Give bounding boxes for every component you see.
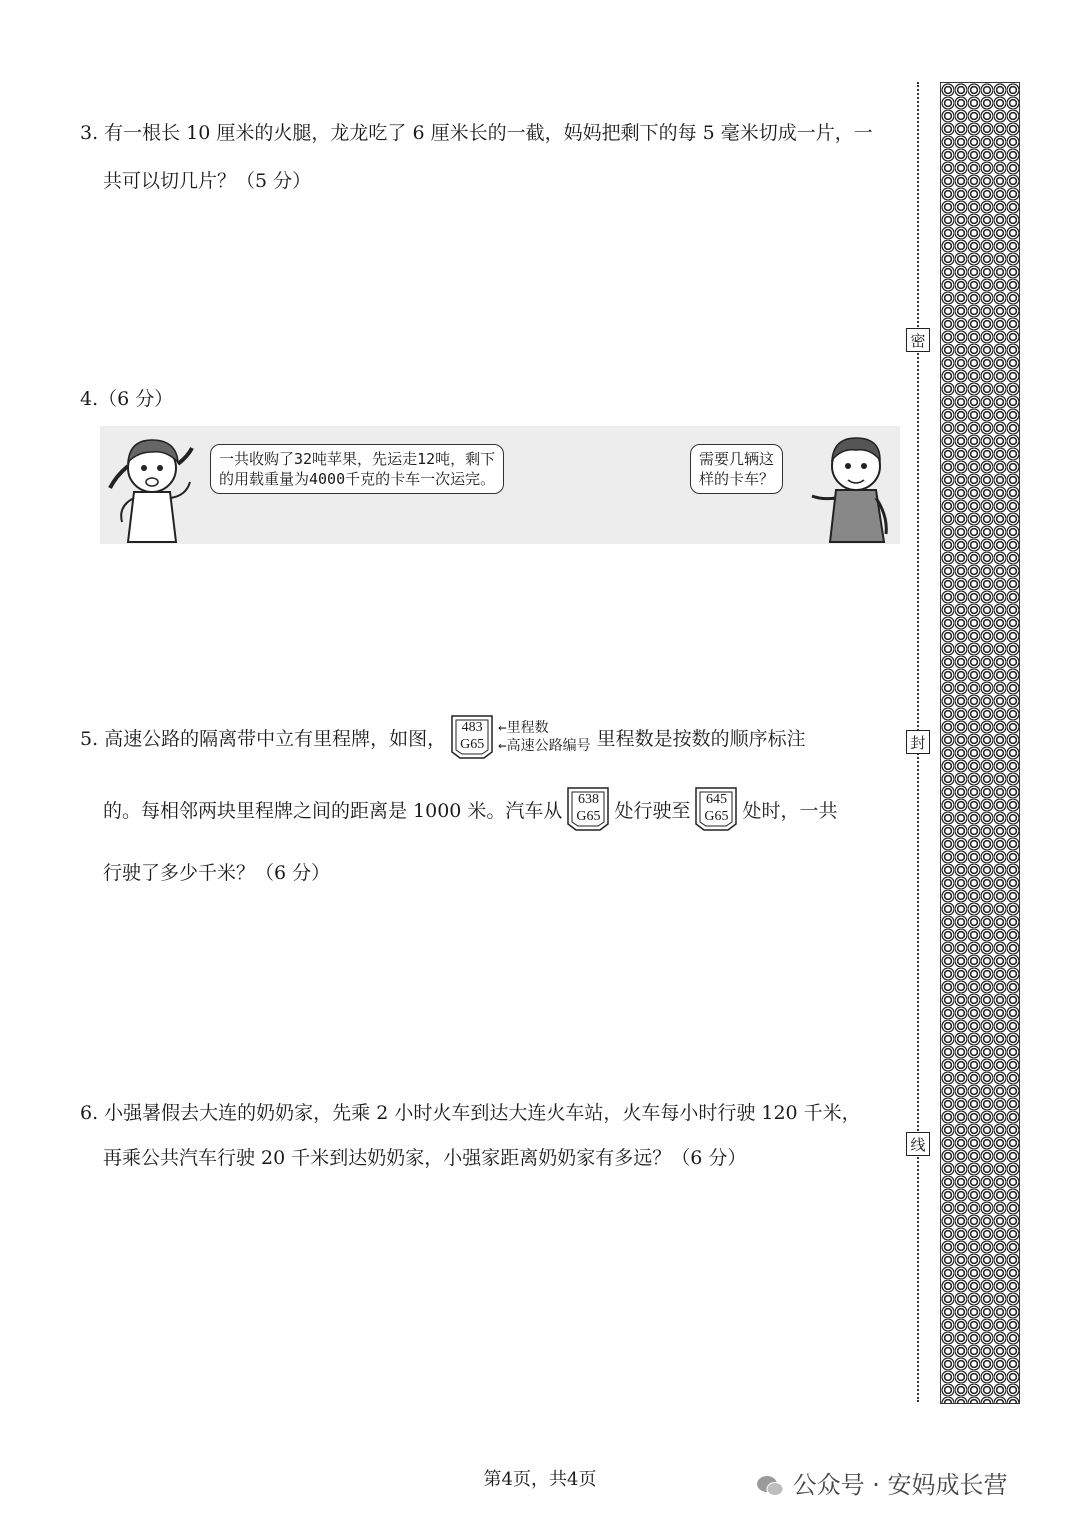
q4-cartoon-panel	[100, 426, 900, 544]
mileage-sign-from	[566, 786, 610, 832]
q5-text-line1-end: 里程数是按数的顺序标注	[596, 727, 806, 750]
q5-text-line2-start: 的。每相邻两块里程牌之间的距离是 1000 米。汽车从	[103, 799, 563, 822]
girl-speech-bubble	[210, 444, 504, 494]
q6-text-line1: 6. 小强暑假去大连的奶奶家，先乘 2 小时火车到达大连火车站，火车每小时行驶 120 千米，	[80, 1102, 861, 1124]
decorative-circle-pattern-strip	[940, 82, 1020, 1404]
q5-line2	[103, 784, 837, 834]
seal-char-mi: 密	[906, 328, 930, 352]
annotation-mileage: ←里程数	[498, 720, 549, 736]
sign-from-highway: G65	[576, 809, 601, 824]
q5-text-line2-end: 处时，一共	[742, 799, 838, 822]
q5-line1	[80, 712, 806, 762]
annotation-highway: ←高速公路编号	[498, 738, 591, 754]
q3-text-line2: 共可以切几片？（5 分）	[103, 170, 312, 192]
watermark	[755, 1465, 1008, 1500]
mileage-sign-to	[694, 786, 738, 832]
sign-annotations	[498, 719, 590, 755]
sign-to-mileage: 645	[705, 792, 727, 807]
seal-char-feng: 封	[906, 730, 930, 754]
mileage-sign-example	[450, 714, 494, 760]
page-number-footer: 第4页，共4页	[483, 1469, 597, 1490]
q4-label: 4.（6 分）	[80, 388, 174, 410]
boy-illustration	[800, 426, 900, 544]
wechat-icon	[755, 1473, 785, 1499]
q5-text-intro: 5. 高速公路的隔离带中立有里程牌，如图，	[80, 727, 447, 750]
girl-speech-line2: 的用载重量为4000千克的卡车一次运完。	[219, 470, 496, 488]
boy-speech-line1: 需要几辆这	[699, 450, 775, 468]
sign-example-mileage: 483	[461, 720, 483, 735]
sign-example-highway: G65	[460, 737, 485, 752]
sign-to-highway: G65	[704, 809, 729, 824]
q5-text-line3: 行驶了多少千米？（6 分）	[103, 862, 331, 884]
q5-text-line2-mid: 处行驶至	[614, 799, 691, 822]
boy-speech-bubble	[690, 444, 783, 494]
seal-char-xian: 线	[906, 1132, 930, 1156]
girl-speech-line1: 一共收购了32吨苹果，先运走12吨，剩下	[219, 450, 496, 468]
boy-speech-line2: 样的卡车？	[699, 470, 775, 488]
q6-text-line2: 再乘公共汽车行驶 20 千米到达奶奶家，小强家距离奶奶家有多远？（6 分）	[103, 1147, 747, 1169]
girl-illustration	[100, 426, 200, 544]
watermark-text: 公众号 · 安妈成长营	[792, 1471, 1008, 1499]
q3-text-line1: 3. 有一根长 10 厘米的火腿，龙龙吃了 6 厘米长的一截，妈妈把剩下的每 5 毫米切成一片，一	[80, 122, 873, 144]
sign-from-mileage: 638	[577, 792, 599, 807]
